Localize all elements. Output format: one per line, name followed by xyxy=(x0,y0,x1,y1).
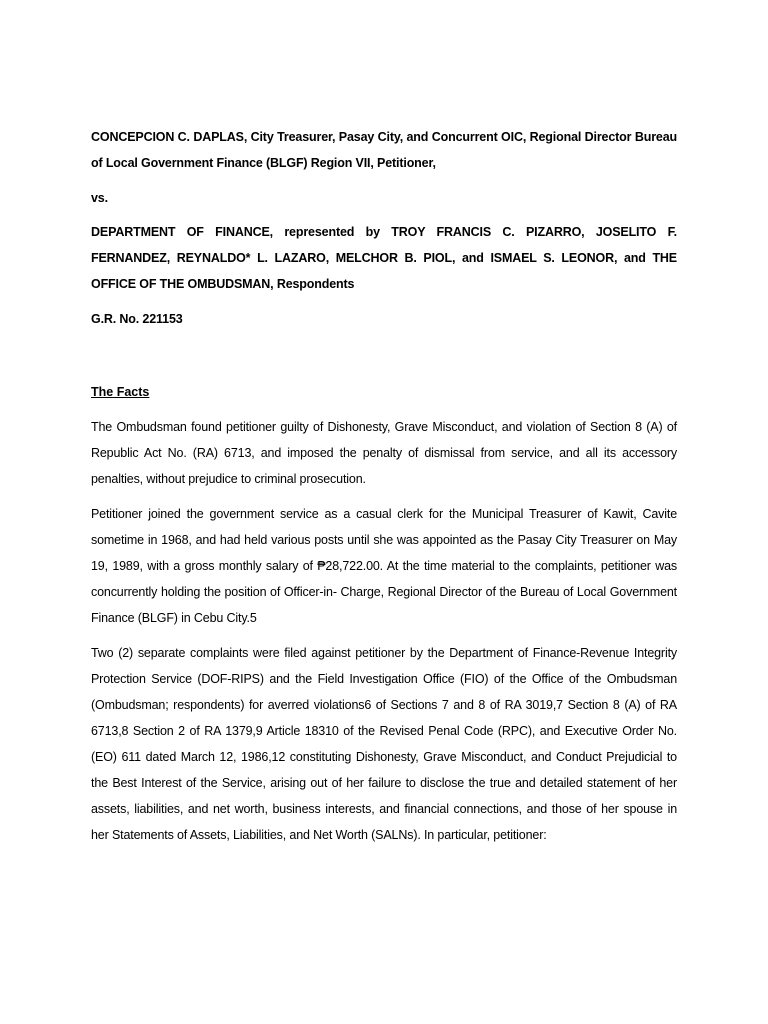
facts-paragraph-3: Two (2) separate complaints were filed against petitioner by the Department of Finance-Revenue Integrity Protection Service (DOF-RIPS) and the Field Investigation Office (FIO) of the Office of the Ombudsman (Ombudsman; respondents) for averred violations6 of Sections 7 and 8 of RA 3019,7 Section 8 (A) of RA 6713,8 Section 2 of RA 1379,9 Article 18310 of the Revised Penal Code (RPC), and Executive Order No. (EO) 611 dated March 12, 1986,12 constituting Dishonesty, Grave Misconduct, and Conduct Prejudicial to the Best Interest of the Service, arising out of her failure to disclose the true and detailed statement of her assets, liabilities, and net worth, business interests, and financial connections, and those of her spouse in her Statements of Assets, Liabilities, and Net Worth (SALNs). In particular, petitioner: xyxy=(91,646,677,842)
petitioner-caption: CONCEPCION C. DAPLAS, City Treasurer, Pasay City, and Concurrent OIC, Regional Director Bureau of Local Government Finance (BLGF) Region VII, Petitioner, xyxy=(91,130,677,170)
section-spacer xyxy=(91,341,677,379)
versus-line: vs. xyxy=(91,191,108,205)
respondents-caption: DEPARTMENT OF FINANCE, represented by TROY FRANCIS C. PIZARRO, JOSELITO F. FERNANDEZ, REYNALDO* L. LAZARO, MELCHOR B. PIOL, and ISMAEL S. LEONOR, and THE OFFICE OF THE OMBUDSMAN, Respondents xyxy=(91,225,677,291)
facts-paragraph-2: Petitioner joined the government service as a casual clerk for the Municipal Treasurer of Kawit, Cavite sometime in 1968, and had held various posts until she was appointed as the Pasay City Treasurer on May 19, 1989, with a gross monthly salary of ₱28,722.00. At the time material to the complaints, petitioner was concurrently holding the position of Officer-in- Charge, Regional Director of the Bureau of Local Government Finance (BLGF) in Cebu City.5 xyxy=(91,507,677,625)
facts-heading: The Facts xyxy=(91,385,150,399)
facts-paragraph-1: The Ombudsman found petitioner guilty of Dishonesty, Grave Misconduct, and violation of Section 8 (A) of Republic Act No. (RA) 6713, and imposed the penalty of dismissal from service, and all its accessory penalties, without prejudice to criminal prosecution. xyxy=(91,420,677,486)
document-body xyxy=(91,124,677,857)
gr-number: G.R. No. 221153 xyxy=(91,312,183,326)
